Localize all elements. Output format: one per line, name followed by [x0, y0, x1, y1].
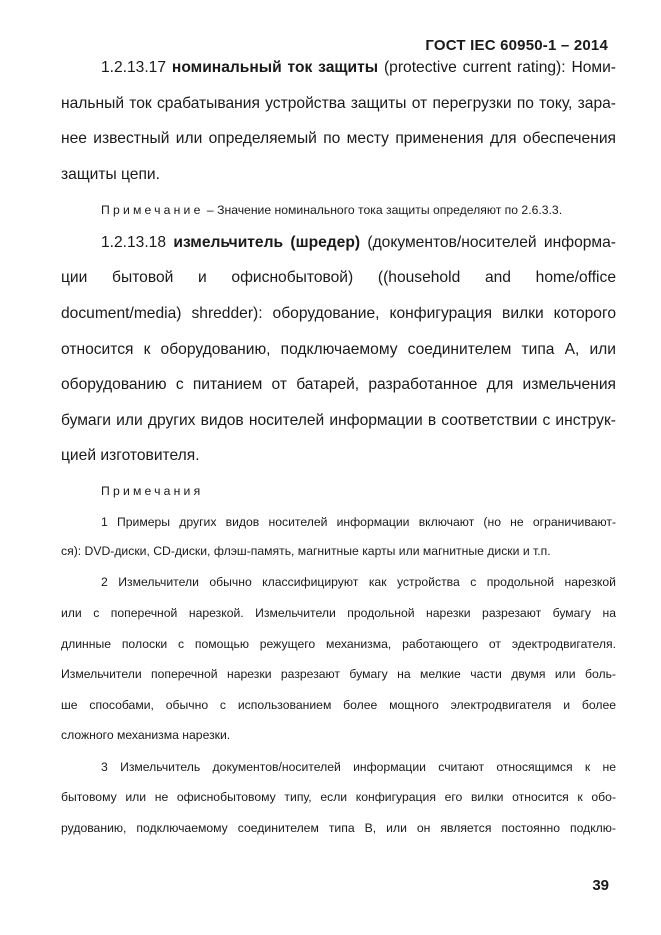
note-text: – Значение номинального тока защиты определяют по 2.6.3.3.: [203, 203, 563, 217]
note-line: 2 Измельчители обычно классифицируют как устройства с продольной нарезкой: [101, 575, 616, 589]
note-1: [101, 202, 616, 218]
definition-2-line-4: относится к оборудованию, подключаемому соединителем типа А, или: [61, 341, 616, 358]
definition-2-line-5: оборудованию с питанием от батарей, разработанное для измельчения: [61, 376, 616, 393]
term: измельчитель (шредер): [173, 234, 361, 251]
note-line: рудованию, подключаемому соединителем типа В, или он является постоянно подклю-: [61, 821, 616, 835]
notes-heading: Примечания: [101, 484, 204, 498]
definition-2-line-3: document/media) shredder): оборудование, конфигурация вилки которого: [61, 305, 616, 322]
definition-1-line-3: нее известный или определяемый по месту применения для обеспечения: [61, 130, 616, 147]
note-line: ся): DVD-диски, CD-диски, флэш-память, магнитные карты или магнитные диски и т.п.: [61, 544, 551, 558]
note-line: Измельчители поперечной нарезки разрезают бумагу на мелкие части двумя или боль-: [61, 667, 616, 681]
definition-1-line-1: [101, 58, 616, 78]
clause-number: 1.2.13.18: [101, 234, 167, 251]
definition-2-line-7: цией изготовителя.: [61, 447, 200, 464]
note-line: бытовому или не офиснобытовому типу, если конфигурация его вилки относится к обо-: [61, 790, 616, 804]
note-line: или с поперечной нарезкой. Измельчители продольной нарезки разрезают бумагу на: [61, 606, 616, 620]
definition-1-line-2: нальный ток срабатывания устройства защиты от перегрузки по току, зара-: [61, 95, 616, 112]
note-line: длинные полоски с помощью режущего механизма, работающего от эдектродвигателя.: [61, 637, 616, 651]
term: номинальный ток защиты: [171, 59, 379, 76]
definition-text: (protective current rating): Номи-: [383, 59, 617, 76]
note-line: 3 Измельчитель документов/носителей информации считают относящимся к не: [101, 760, 616, 774]
note-line: ше способами, обычно с использованием более мощного электродвигателя и более: [61, 698, 616, 712]
definition-2-line-2: ции бытовой и офиснобытовой) ((household and home/office: [61, 269, 616, 286]
definition-text: (документов/носителей информа-: [367, 234, 616, 251]
definition-1-line-4: защиты цепи.: [61, 166, 160, 183]
document-header: ГОСТ IEC 60950-1 – 2014: [425, 37, 608, 54]
clause-number: 1.2.13.17: [101, 59, 167, 76]
note-label: Примечание: [101, 203, 204, 217]
definition-2-line-6: бумаги или других видов носителей информации в соответствии с инструк-: [61, 412, 616, 429]
note-line: 1 Примеры других видов носителей информации включают (но не ограничивают-: [101, 515, 616, 529]
definition-2-line-1: [101, 233, 616, 253]
page-number: 39: [592, 877, 609, 894]
note-line: сложного механизма нарезки.: [61, 728, 231, 742]
